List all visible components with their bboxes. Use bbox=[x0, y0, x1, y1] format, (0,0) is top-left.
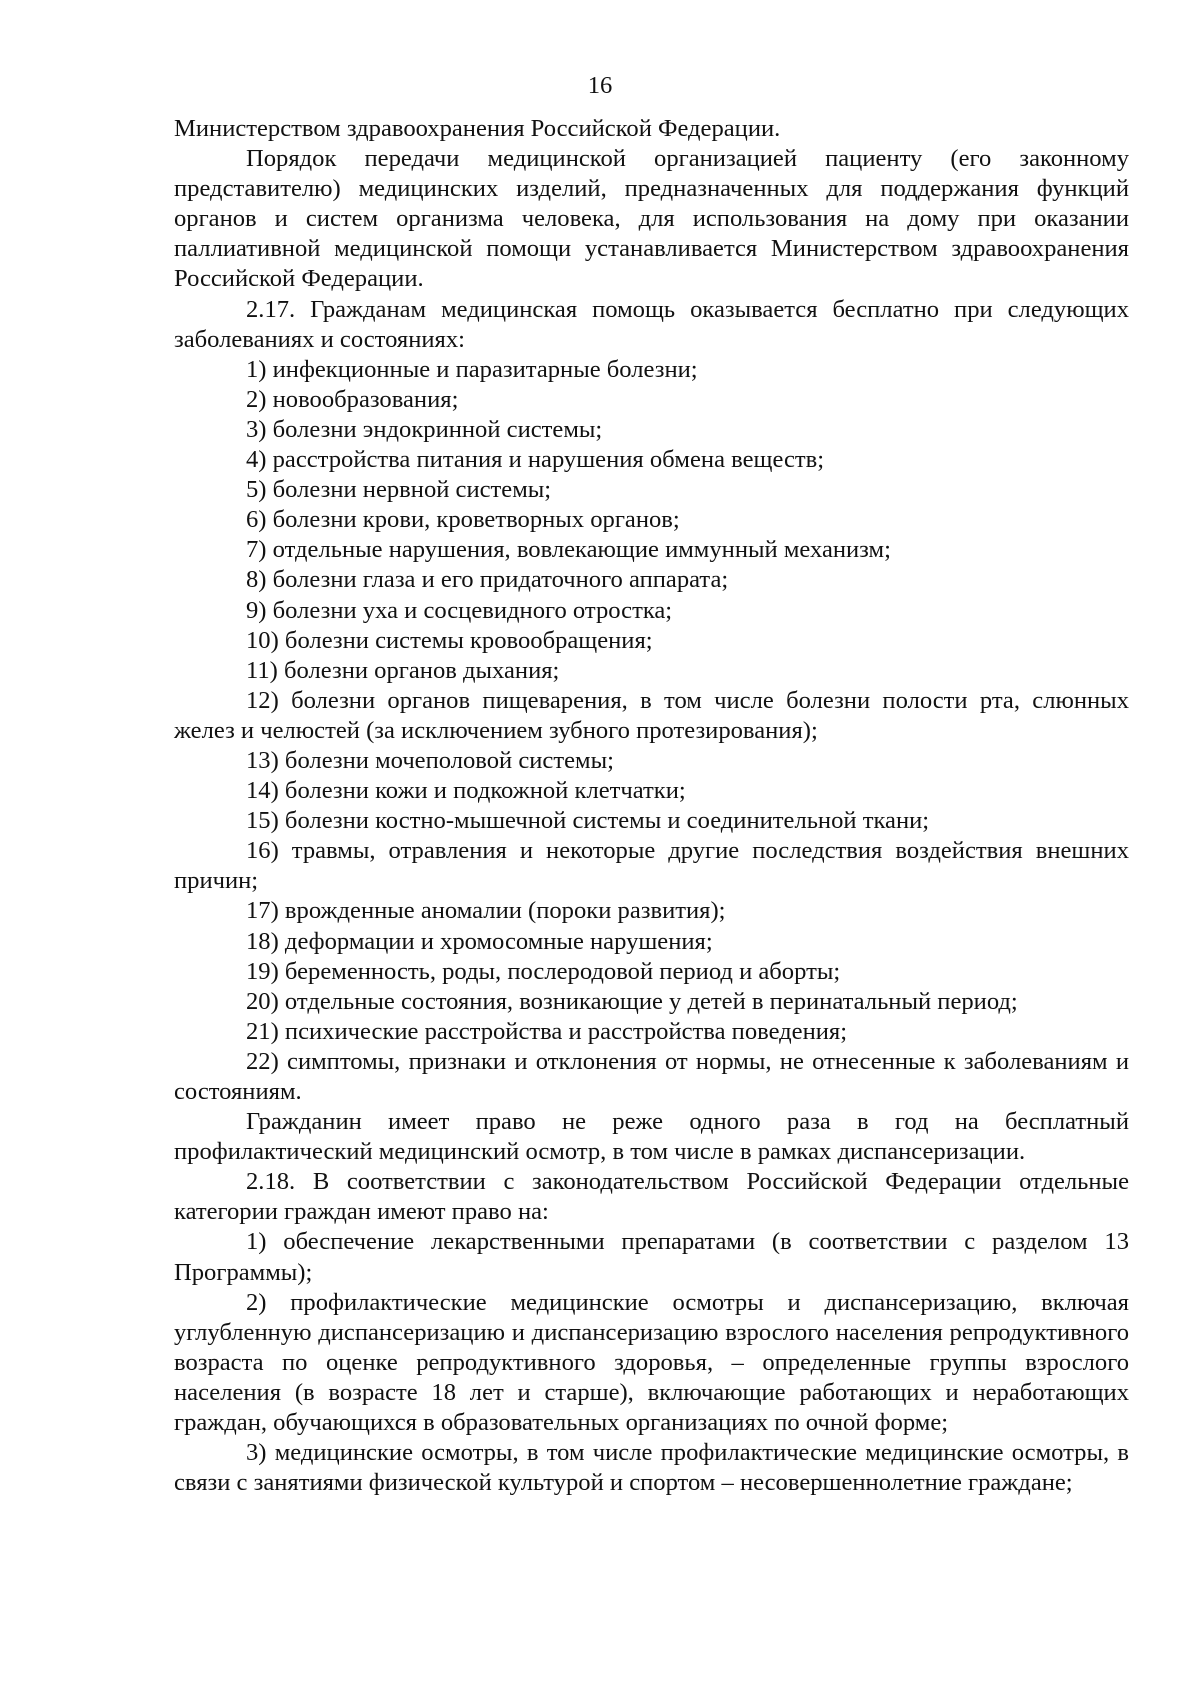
paragraph: 17) врожденные аномалии (пороки развития); bbox=[246, 897, 726, 925]
paragraph: 8) болезни глаза и его придаточного аппарата; bbox=[246, 566, 729, 594]
paragraph: 9) болезни уха и сосцевидного отростка; bbox=[246, 596, 673, 624]
paragraph: 1) инфекционные и паразитарные болезни; bbox=[246, 355, 698, 383]
document-body bbox=[174, 114, 1129, 1498]
paragraph: 3) болезни эндокринной системы; bbox=[246, 415, 603, 443]
paragraph: 2) новообразования; bbox=[246, 385, 459, 413]
paragraph: Гражданин имеет право не реже одного раза в год на бесплатный профилактический медицинский осмотр, в том числе в рамках диспансеризации. bbox=[174, 1108, 1129, 1166]
paragraph: 12) болезни органов пищеварения, в том числе болезни полости рта, слюнных желез и челюстей (за исключением зубного протезирования); bbox=[174, 686, 1129, 744]
paragraph: 3) медицинские осмотры, в том числе профилактические медицинские осмотры, в связи с занятиями физической культурой и спортом – несовершеннолетние граждане; bbox=[174, 1439, 1129, 1497]
paragraph: 4) расстройства питания и нарушения обмена веществ; bbox=[246, 446, 825, 474]
paragraph: 21) психические расстройства и расстройства поведения; bbox=[246, 1017, 848, 1045]
page-number: 16 bbox=[587, 72, 613, 99]
paragraph: 2.17. Гражданам медицинская помощь оказывается бесплатно при следующих заболеваниях и состояниях: bbox=[174, 295, 1129, 353]
paragraph: 20) отдельные состояния, возникающие у детей в перинатальный период; bbox=[246, 987, 1018, 1015]
paragraph: 13) болезни мочеполовой системы; bbox=[246, 746, 614, 774]
paragraph: 1) обеспечение лекарственными препаратами (в соответствии с разделом 13 Программы); bbox=[174, 1228, 1129, 1286]
paragraph: 22) симптомы, признаки и отклонения от нормы, не отнесенные к заболеваниям и состояниям. bbox=[174, 1047, 1129, 1105]
paragraph: 14) болезни кожи и подкожной клетчатки; bbox=[246, 777, 686, 805]
paragraph: 2.18. В соответствии с законодательством Российской Федерации отдельные категории граждан имеют право на: bbox=[174, 1168, 1129, 1226]
paragraph: 15) болезни костно-мышечной системы и соединительной ткани; bbox=[246, 807, 930, 835]
paragraph: 18) деформации и хромосомные нарушения; bbox=[246, 927, 713, 955]
paragraph: 5) болезни нервной системы; bbox=[246, 476, 552, 504]
paragraph: 11) болезни органов дыхания; bbox=[246, 656, 560, 684]
paragraph: 6) болезни крови, кроветворных органов; bbox=[246, 506, 680, 534]
paragraph: Министерством здравоохранения Российской Федерации. bbox=[174, 115, 781, 142]
paragraph: 19) беременность, роды, послеродовой период и аборты; bbox=[246, 957, 841, 985]
paragraph: 2) профилактические медицинские осмотры и диспансеризацию, включая углубленную диспансеризацию и диспансеризацию взрослого населения репродуктивного возраста по оценке репродуктивного здоровья, – определенные группы взрослого населения (в возрасте 18 лет и старше), включающие работающих и неработающих граждан, обучающихся в образовательных организациях по очной форме; bbox=[174, 1288, 1129, 1437]
paragraph: 7) отдельные нарушения, вовлекающие иммунный механизм; bbox=[246, 536, 891, 564]
paragraph: 16) травмы, отравления и некоторые другие последствия воздействия внешних причин; bbox=[174, 837, 1129, 895]
paragraph: Порядок передачи медицинской организацией пациенту (его законному представителю) медицинских изделий, предназначенных для поддержания функций органов и систем организма человека, для использования на дому при оказании паллиативной медицинской помощи устанавливается Министерством здравоохранения Российской Федерации. bbox=[174, 145, 1129, 293]
paragraph: 10) болезни системы кровообращения; bbox=[246, 626, 653, 654]
